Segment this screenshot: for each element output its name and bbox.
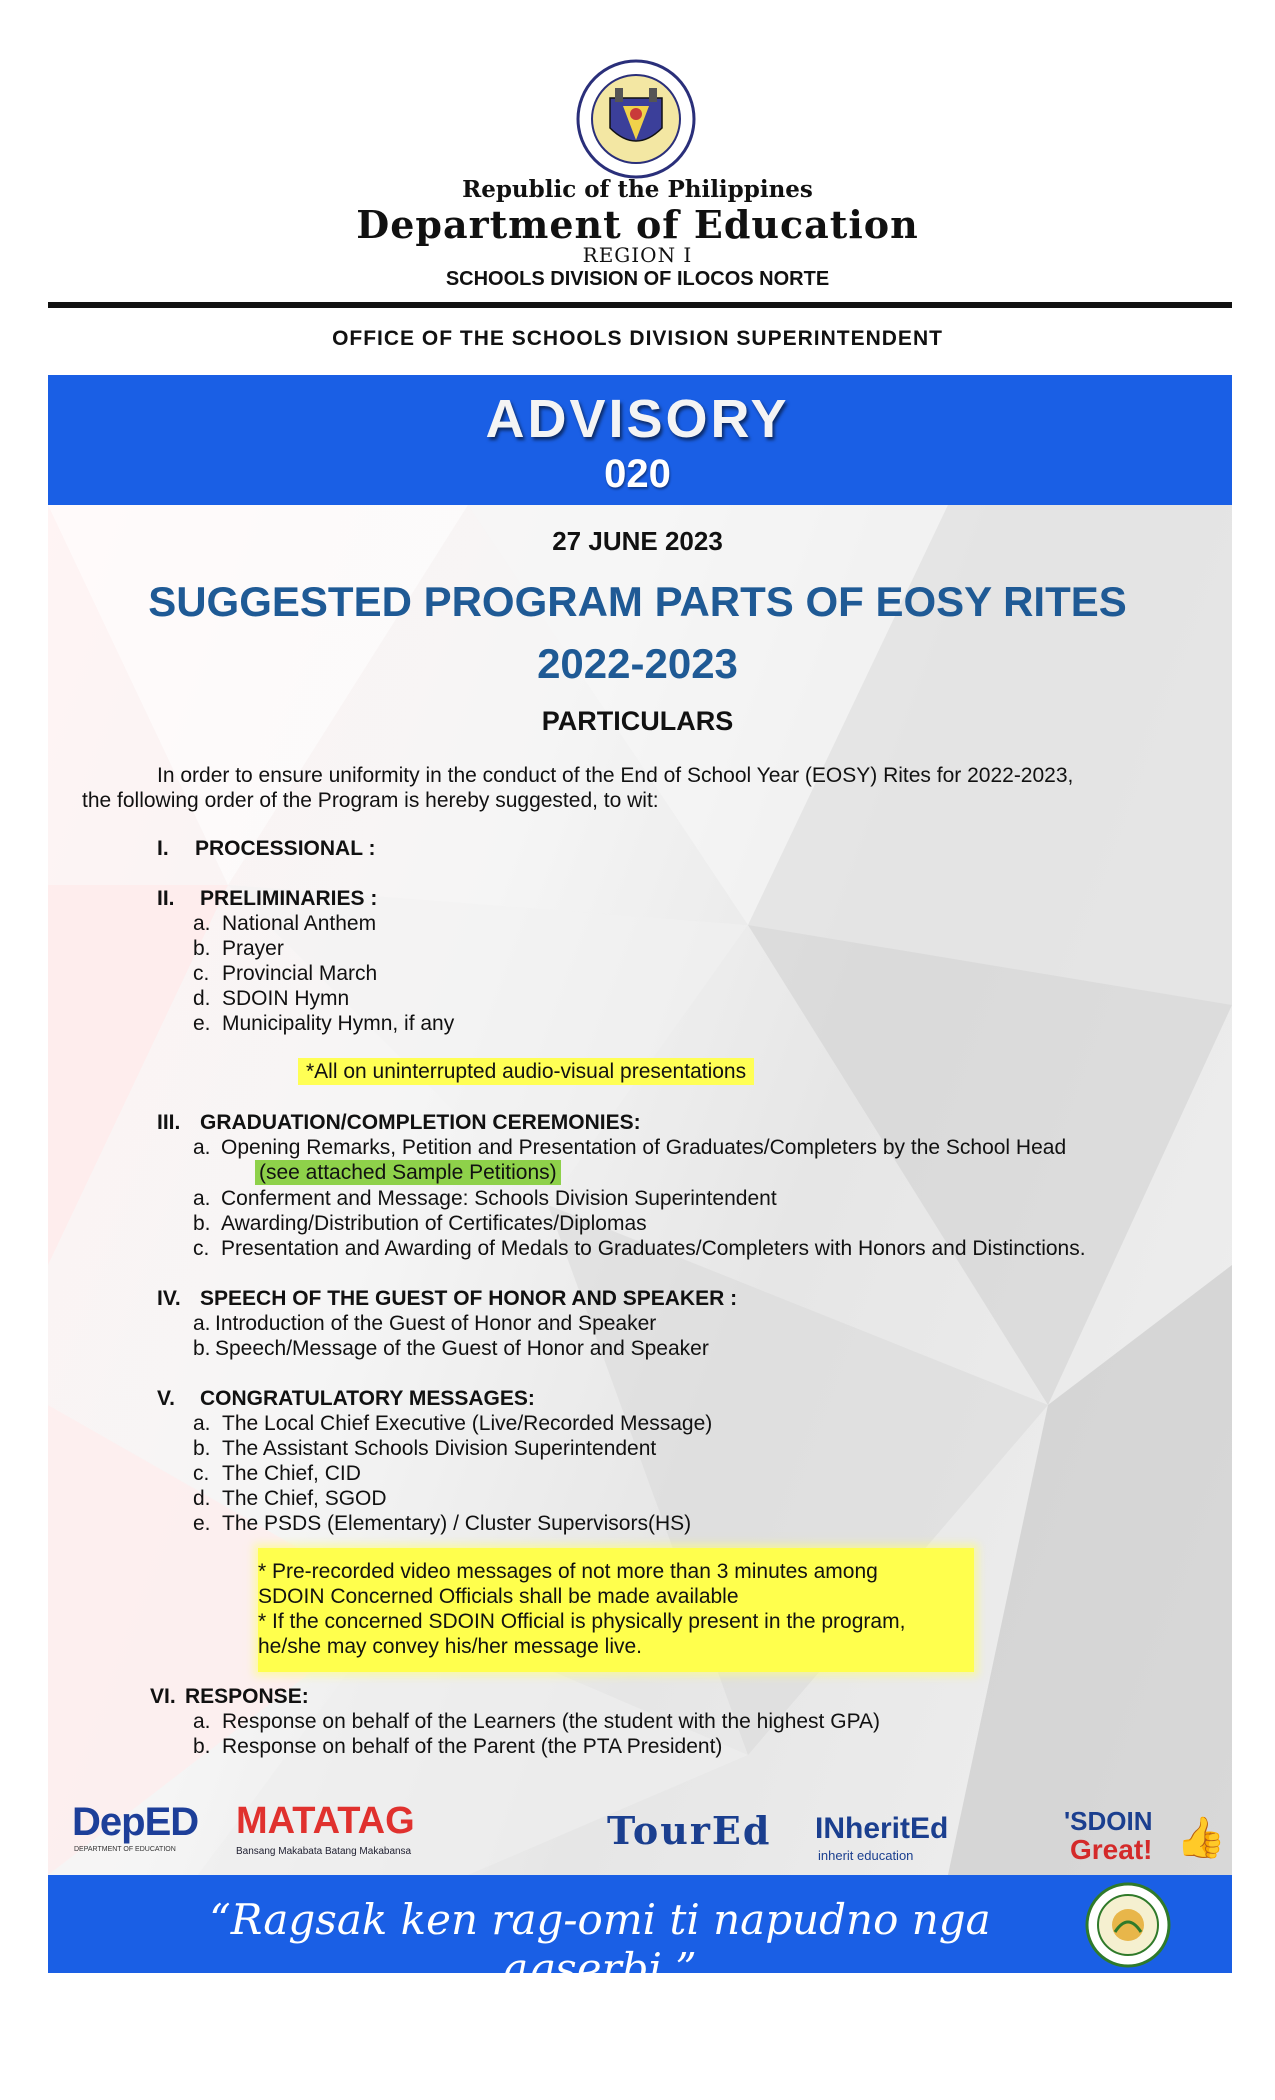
list-item: Response on behalf of the Learners (the student with the highest GPA) bbox=[222, 1710, 881, 1733]
deped-logo-sub: DEPARTMENT OF EDUCATION bbox=[74, 1846, 176, 1853]
thumbs-up-icon: 👍 bbox=[1176, 1816, 1226, 1860]
list-item-letter: d. bbox=[193, 987, 211, 1010]
section-5-number: V. bbox=[157, 1387, 175, 1410]
list-item-letter: d. bbox=[193, 1487, 211, 1510]
inherited-logo-sub: inherit education bbox=[818, 1848, 914, 1863]
list-item-letter: a. bbox=[193, 912, 211, 935]
advisory-number: 020 bbox=[604, 452, 671, 496]
list-item: The Chief, SGOD bbox=[222, 1487, 387, 1510]
list-item: National Anthem bbox=[222, 912, 377, 935]
list-item-letter: b. bbox=[193, 1735, 211, 1758]
av-note bbox=[298, 1059, 754, 1084]
list-item: Presentation and Awarding of Medals to Graduates/Completers with Honors and Distinctions. bbox=[221, 1237, 1086, 1260]
section-5-title: CONGRATULATORY MESSAGES: bbox=[200, 1387, 535, 1410]
section-4-number: IV. bbox=[157, 1287, 181, 1310]
matatag-logo: MATATAG bbox=[236, 1800, 415, 1842]
intro-paragraph bbox=[82, 763, 1202, 813]
inherited-logo: INheritEd bbox=[815, 1812, 949, 1845]
section-1-title: PROCESSIONAL : bbox=[195, 837, 376, 860]
list-item-letter: b. bbox=[193, 1212, 211, 1235]
list-item: Prayer bbox=[222, 937, 284, 960]
sample-petitions-highlight: (see attached Sample Petitions) bbox=[255, 1160, 561, 1185]
list-item-letter: c. bbox=[193, 962, 210, 985]
list-item: SDOIN Hymn bbox=[222, 987, 350, 1010]
sdoin-logo: 'SDOIN bbox=[1064, 1806, 1153, 1836]
document-title-line1: SUGGESTED PROGRAM PARTS OF EOSY RITES bbox=[148, 578, 1127, 625]
list-item-letter: a. bbox=[193, 1710, 211, 1733]
section-2-title: PRELIMINARIES : bbox=[200, 887, 378, 910]
sdoin-seal-icon bbox=[1085, 1882, 1171, 1968]
section-1-number: I. bbox=[157, 837, 169, 860]
list-item: Response on behalf of the Parent (the PTA President) bbox=[222, 1735, 723, 1758]
section-3-number: III. bbox=[157, 1111, 181, 1134]
office-heading: OFFICE OF THE SCHOOLS DIVISION SUPERINTENDENT bbox=[332, 327, 943, 350]
av-note-highlight: *All on uninterrupted audio-visual presentations bbox=[298, 1058, 754, 1085]
footer-motto: “Ragsak ken rag-omi ti napudno nga agserbi.” bbox=[209, 1895, 991, 1993]
header-divider bbox=[48, 302, 1232, 308]
list-item: The Chief, CID bbox=[222, 1462, 361, 1485]
region-heading: REGION I bbox=[582, 243, 693, 267]
list-item: Provincial March bbox=[222, 962, 378, 985]
intro-line1: In order to ensure uniformity in the conduct of the End of School Year (EOSY) Rites for 2022-2023, bbox=[157, 764, 1074, 787]
note-line: SDOIN Concerned Officials shall be made available bbox=[258, 1585, 739, 1608]
list-item: Awarding/Distribution of Certificates/Diplomas bbox=[221, 1212, 647, 1235]
list-item: The PSDS (Elementary) / Cluster Supervisors(HS) bbox=[222, 1512, 692, 1535]
list-item-letter: b. bbox=[193, 937, 211, 960]
list-item-letter: b. bbox=[193, 1337, 211, 1360]
list-item: Speech/Message of the Guest of Honor and Speaker bbox=[215, 1337, 709, 1360]
intro-line2: the following order of the Program is hereby suggested, to wit: bbox=[82, 789, 659, 812]
list-item: Introduction of the Guest of Honor and Speaker bbox=[215, 1312, 657, 1335]
republic-heading: Republic of the Philippines bbox=[462, 176, 813, 203]
list-item-letter: c. bbox=[193, 1462, 210, 1485]
matatag-logo-sub: Bansang Makabata Batang Makabansa bbox=[236, 1846, 412, 1857]
list-item: Opening Remarks, Petition and Presentation of Graduates/Completers by the School Head bbox=[221, 1136, 1067, 1159]
section-4-title: SPEECH OF THE GUEST OF HONOR AND SPEAKER : bbox=[200, 1287, 738, 1310]
list-item-letter: c. bbox=[193, 1237, 210, 1260]
list-item-letter: a. bbox=[193, 1312, 211, 1335]
section-6-number: VI. bbox=[150, 1685, 176, 1708]
list-item-letter: a. bbox=[193, 1187, 211, 1210]
advisory-date: 27 JUNE 2023 bbox=[552, 526, 723, 556]
list-item-letter: e. bbox=[193, 1012, 211, 1035]
note-line: * Pre-recorded video messages of not more than 3 minutes among bbox=[258, 1560, 878, 1583]
deped-logo: DepED bbox=[72, 1800, 199, 1844]
division-heading: SCHOOLS DIVISION OF ILOCOS NORTE bbox=[445, 268, 830, 290]
list-item: The Local Chief Executive (Live/Recorded Message) bbox=[222, 1412, 713, 1435]
deped-seal-icon bbox=[575, 58, 697, 180]
list-item-letter: a. bbox=[193, 1412, 211, 1435]
list-item-letter: b. bbox=[193, 1437, 211, 1460]
note-line: * If the concerned SDOIN Official is physically present in the program, bbox=[258, 1610, 906, 1633]
great-logo: Great! bbox=[1070, 1834, 1153, 1865]
document-title-line2: 2022-2023 bbox=[537, 640, 738, 687]
list-item: The Assistant Schools Division Superintendent bbox=[222, 1437, 657, 1460]
sample-petitions-note bbox=[255, 1160, 561, 1185]
advisory-title: ADVISORY bbox=[485, 389, 790, 449]
particulars-heading: PARTICULARS bbox=[541, 706, 734, 736]
department-heading: Department of Education bbox=[356, 202, 919, 247]
list-item-letter: a. bbox=[193, 1136, 211, 1159]
list-item: Conferment and Message: Schools Division Superintendent bbox=[221, 1187, 777, 1210]
section-6-title: RESPONSE: bbox=[185, 1685, 309, 1708]
list-item-letter: e. bbox=[193, 1512, 211, 1535]
toured-logo: TourEd bbox=[607, 1808, 772, 1853]
note-line: he/she may convey his/her message live. bbox=[258, 1635, 643, 1658]
section-2-number: II. bbox=[157, 887, 175, 910]
list-item: Municipality Hymn, if any bbox=[222, 1012, 455, 1035]
section-3-title: GRADUATION/COMPLETION CEREMONIES: bbox=[200, 1111, 641, 1134]
